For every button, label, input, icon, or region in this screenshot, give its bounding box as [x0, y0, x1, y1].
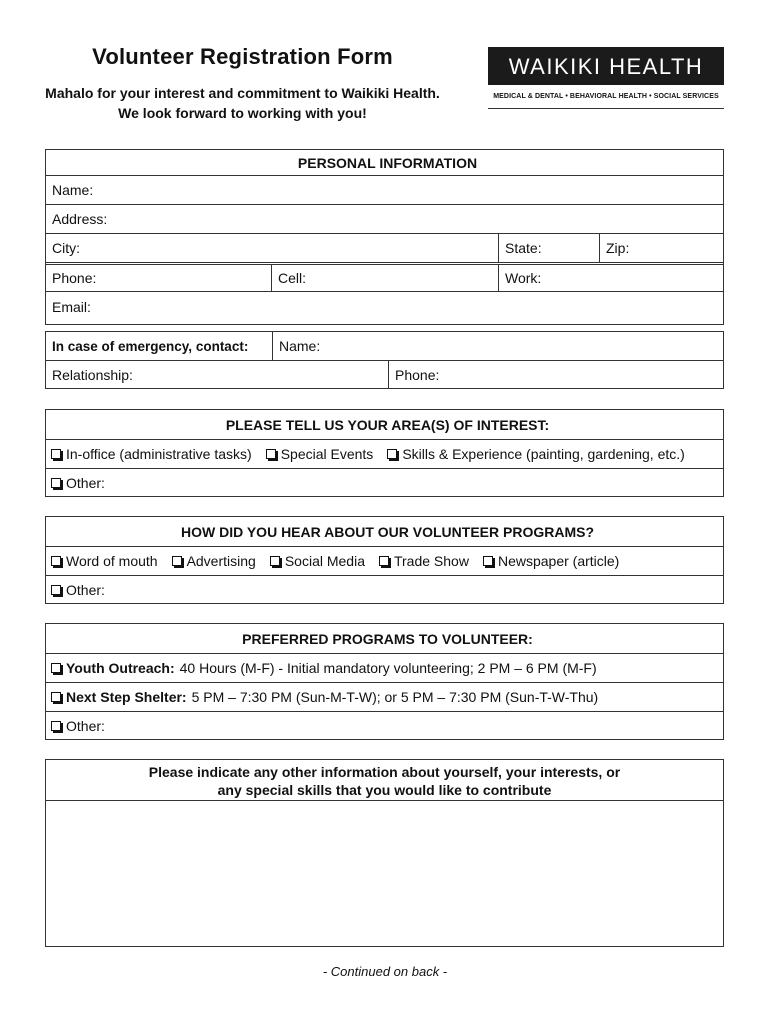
next-step-shelter-row	[46, 682, 723, 711]
logo-rule	[488, 108, 724, 109]
checkbox-icon[interactable]	[387, 449, 397, 459]
relationship-row	[46, 360, 723, 388]
checkbox-advertising[interactable]	[172, 553, 256, 569]
logo-tagline: MEDICAL & DENTAL • BEHAVIORAL HEALTH • SOCIAL SERVICES	[493, 93, 719, 100]
checkbox-interest-other[interactable]	[51, 475, 105, 491]
programs-other	[46, 712, 723, 739]
subtitle-line-2: We look forward to working with you!	[118, 105, 367, 121]
interest-other-row	[46, 468, 723, 496]
checkbox-icon[interactable]	[51, 692, 61, 702]
checkbox-icon[interactable]	[270, 556, 280, 566]
checkbox-trade-show[interactable]	[379, 553, 469, 569]
personal-information-section	[45, 149, 724, 325]
subtitle-line-1: Mahalo for your interest and commitment to Waikiki Health.	[45, 85, 440, 101]
checkbox-icon[interactable]	[379, 556, 389, 566]
interest-other	[46, 469, 723, 496]
work-field[interactable]: Work:	[498, 265, 723, 291]
section-heading: PERSONAL INFORMATION	[297, 154, 478, 171]
other-information-section	[45, 759, 724, 947]
interest-heading-row	[46, 410, 723, 439]
areas-of-interest-section	[45, 409, 724, 497]
other-info-heading	[46, 760, 723, 801]
section-heading: PREFERRED PROGRAMS TO VOLUNTEER:	[242, 630, 533, 647]
emergency-row	[46, 332, 723, 360]
next-step-shelter-option	[46, 683, 723, 711]
other-info-line-1: Please indicate any other information about yourself, your interests, or	[148, 764, 621, 780]
phone-row	[46, 262, 723, 291]
how-did-you-hear-section	[45, 516, 724, 604]
checkbox-label: In-office (administrative tasks)	[66, 446, 252, 462]
checkbox-word-of-mouth[interactable]	[51, 553, 158, 569]
emergency-phone-field[interactable]: Phone:	[388, 361, 723, 388]
checkbox-icon[interactable]	[51, 556, 61, 566]
emergency-contact-section	[45, 331, 724, 389]
checkbox-icon[interactable]	[51, 478, 61, 488]
form-title: Volunteer Registration Form	[92, 44, 393, 69]
checkbox-icon[interactable]	[483, 556, 493, 566]
checkbox-newspaper[interactable]	[483, 553, 619, 569]
program-label: Youth Outreach:	[66, 660, 175, 676]
preferred-programs-section	[45, 623, 724, 740]
programs-heading-row	[46, 624, 723, 653]
city-field[interactable]: City:	[52, 240, 80, 256]
email-field[interactable]: Email:	[52, 298, 91, 315]
checkbox-social-media[interactable]	[270, 553, 365, 569]
checkbox-label: Newspaper (article)	[497, 553, 620, 569]
continued-on-back: - Continued on back -	[322, 964, 448, 979]
checkbox-label: Trade Show	[393, 553, 469, 569]
interest-options-row	[46, 439, 723, 468]
checkbox-icon[interactable]	[172, 556, 182, 566]
checkbox-label: Skills & Experience (painting, gardening, etc.)	[402, 446, 685, 462]
checkbox-icon[interactable]	[266, 449, 276, 459]
checkbox-label: Special Events	[280, 446, 374, 462]
checkbox-special-events[interactable]	[266, 446, 374, 462]
name-row[interactable]	[46, 175, 723, 204]
youth-outreach-row	[46, 653, 723, 682]
checkbox-icon[interactable]	[51, 449, 61, 459]
program-detail: 5 PM – 7:30 PM (Sun-M-T-W); or 5 PM – 7:30 PM (Sun-T-W-Thu)	[191, 689, 599, 705]
checkbox-label: Social Media	[284, 553, 365, 569]
checkbox-label: Advertising	[186, 553, 256, 569]
program-detail: 40 Hours (M-F) - Initial mandatory volunteering; 2 PM – 6 PM (M-F)	[179, 660, 597, 676]
hear-heading-row	[46, 517, 723, 546]
relationship-field[interactable]: Relationship:	[52, 366, 133, 383]
state-field[interactable]: State:	[498, 234, 599, 262]
hear-options	[46, 547, 723, 575]
other-info-textarea[interactable]	[46, 801, 723, 946]
name-field[interactable]: Name:	[52, 182, 94, 198]
checkbox-label: Other:	[66, 717, 105, 734]
programs-other-row	[46, 711, 723, 739]
emergency-contact-label: In case of emergency, contact:	[52, 338, 249, 354]
section-heading: HOW DID YOU HEAR ABOUT OUR VOLUNTEER PROGRAMS?	[180, 523, 594, 540]
checkbox-icon[interactable]	[51, 721, 61, 731]
checkbox-in-office[interactable]	[51, 446, 252, 462]
checkbox-programs-other[interactable]	[51, 718, 105, 734]
checkbox-label: Other:	[66, 581, 105, 598]
hear-other	[46, 576, 723, 603]
interest-options	[46, 440, 723, 468]
section-heading: PLEASE TELL US YOUR AREA(S) OF INTEREST:	[225, 416, 550, 433]
emergency-name-field[interactable]: Name:	[272, 332, 723, 360]
email-row[interactable]	[46, 291, 723, 321]
checkbox-icon[interactable]	[51, 663, 61, 673]
address-field[interactable]: Address:	[52, 211, 108, 227]
hear-options-row	[46, 546, 723, 575]
zip-field[interactable]: Zip:	[599, 234, 723, 262]
hear-other-row	[46, 575, 723, 603]
phone-field[interactable]: Phone:	[52, 270, 97, 286]
checkbox-icon[interactable]	[51, 585, 61, 595]
other-info-line-2: any special skills that you would like to contribute	[217, 782, 552, 798]
checkbox-skills-experience[interactable]	[387, 446, 684, 462]
city-row	[46, 233, 723, 262]
youth-outreach-option	[46, 654, 723, 682]
checkbox-label: Word of mouth	[66, 553, 158, 569]
checkbox-next-step-shelter[interactable]	[51, 689, 187, 705]
program-label: Next Step Shelter:	[66, 689, 187, 705]
checkbox-label: Other:	[66, 474, 105, 491]
form-subtitle	[0, 83, 485, 123]
cell-field[interactable]: Cell:	[271, 265, 498, 291]
address-row[interactable]	[46, 204, 723, 233]
checkbox-hear-other[interactable]	[51, 582, 105, 598]
waikiki-health-logo: WAIKIKI HEALTH	[488, 47, 724, 85]
checkbox-youth-outreach[interactable]	[51, 660, 175, 676]
personal-heading-row	[46, 150, 723, 175]
